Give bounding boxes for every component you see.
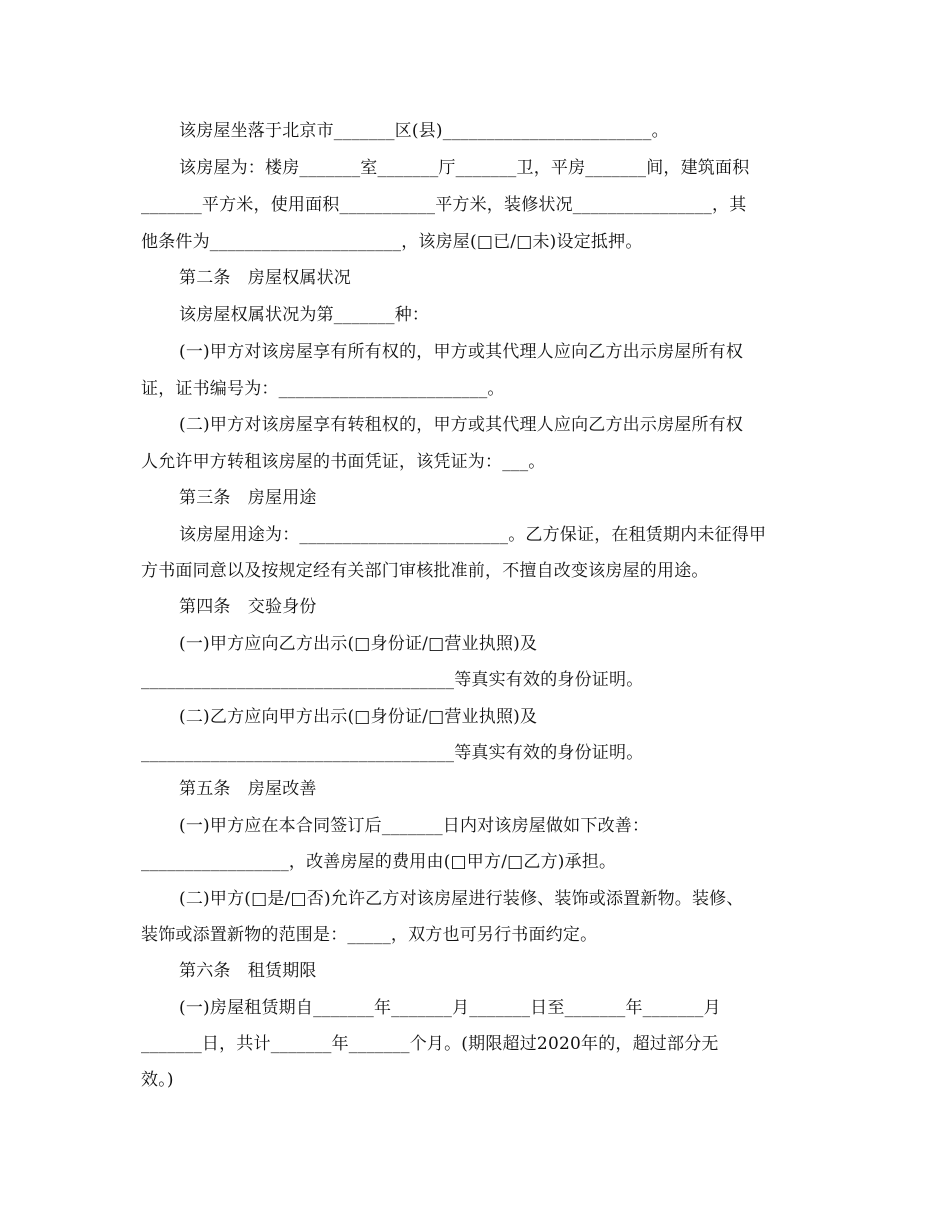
paragraph-location: 该房屋坐落于北京市_______区(县)________________________。 [179, 121, 669, 141]
paragraph-ownership-type: 该房屋权属状况为第_______种： [179, 305, 430, 325]
paragraph-lease-term-line1: (一)房屋租赁期自_______年_______月_______日至_______年_______月 [179, 998, 721, 1018]
paragraph-identity-2-line2: ____________________________________等真实有效的身份证明。 [141, 743, 644, 763]
paragraph-ownership-2-line1: (二)甲方对该房屋享有转租权的，甲方或其代理人应向乙方出示房屋所有权 [179, 415, 744, 435]
section-heading-2: 第二条 房屋权属状况 [179, 268, 351, 288]
paragraph-identity-1-line1: (一)甲方应向乙方出示(□身份证/□营业执照)及 [179, 634, 538, 654]
section-heading-5: 第五条 房屋改善 [179, 779, 317, 799]
paragraph-ownership-2-line2: 人允许甲方转租该房屋的书面凭证，该凭证为：___。 [141, 452, 546, 472]
section-heading-4: 第四条 交验身份 [179, 597, 317, 617]
paragraph-identity-1-line2: ____________________________________等真实有效的身份证明。 [141, 670, 644, 690]
section-heading-6: 第六条 租赁期限 [179, 961, 317, 981]
paragraph-lease-term-line3: 效。) [141, 1070, 174, 1090]
paragraph-improvement-2-line2: 装饰或添置新物的范围是：_____，双方也可另行书面约定。 [141, 925, 598, 945]
paragraph-house-info-line3: 他条件为______________________，该房屋(□已/□未)设定抵押。 [141, 232, 643, 252]
section-heading-3: 第三条 房屋用途 [179, 488, 317, 508]
paragraph-ownership-1-line1: (一)甲方对该房屋享有所有权的，甲方或其代理人应向乙方出示房屋所有权 [179, 342, 744, 362]
paragraph-identity-2-line1: (二)乙方应向甲方出示(□身份证/□营业执照)及 [179, 707, 538, 727]
paragraph-usage-line2: 方书面同意以及按规定经有关部门审核批准前，不擅自改变该房屋的用途。 [141, 561, 709, 581]
paragraph-ownership-1-line2: 证，证书编号为：________________________。 [141, 379, 505, 399]
paragraph-usage-line1: 该房屋用途为：________________________。乙方保证，在租赁期内未征得甲 [179, 525, 767, 545]
paragraph-improvement-2-line1: (二)甲方(□是/□否)允许乙方对该房屋进行装修、装饰或添置新物。装修、 [179, 889, 744, 909]
paragraph-improvement-1-line1: (一)甲方应在本合同签订后_______日内对该房屋做如下改善： [179, 816, 650, 836]
paragraph-lease-term-line2: _______日，共计_______年_______个月。(期限超过2020年的，超过部分无 [141, 1034, 719, 1054]
paragraph-improvement-1-line2: _________________，改善房屋的费用由(□甲方/□乙方)承担。 [141, 852, 617, 872]
paragraph-house-info-line2: _______平方米，使用面积___________平方米，装修状况________________，其 [141, 195, 747, 215]
paragraph-house-info-line1: 该房屋为：楼房_______室_______厅_______卫，平房_______间，建筑面积 [179, 158, 750, 178]
